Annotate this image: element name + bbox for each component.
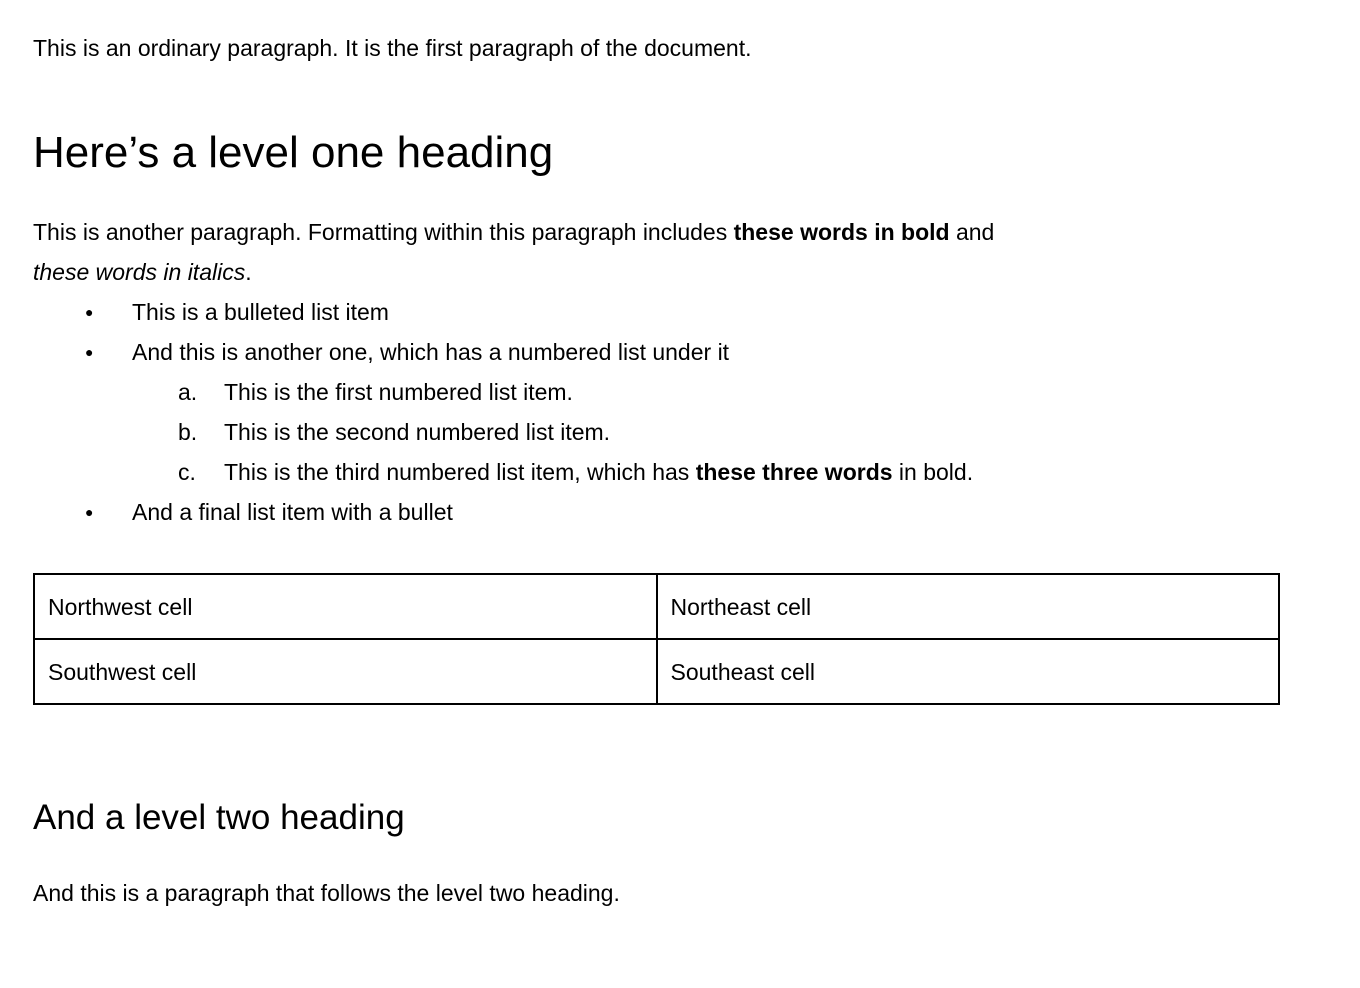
paragraph-run: This is the third numbered list item, which has [224,459,696,485]
level-one-heading: Here’s a level one heading [33,128,554,177]
bullet-icon: ● [85,504,94,520]
list-item-text: This is the second numbered list item. [224,419,611,445]
bullet-icon: ● [85,304,94,320]
list-item-text: This is the first numbered list item. [224,379,573,405]
level-two-heading: And a level two heading [33,798,405,837]
list-item [33,292,1280,332]
table-row [34,574,1279,639]
paragraph-run: and [949,219,995,245]
list-item-text: This is a bulleted list item [132,299,389,325]
paragraph-run: This is another paragraph. Formatting within this paragraph includes [33,219,734,245]
table-row [34,639,1279,704]
list-item [33,332,1280,372]
closing-paragraph: And this is a paragraph that follows the level two heading. [33,880,620,906]
list-item [33,492,1280,532]
paragraph-run: in bold. [892,459,974,485]
numbered-list-item [33,412,1280,452]
intro-paragraph: This is an ordinary paragraph. It is the first paragraph of the document. [33,35,752,61]
table-cell-northwest: Northwest cell [34,574,657,639]
bold-run: these three words [695,459,893,485]
italic-run: these words in italics [33,259,246,285]
bold-run: these words in bold [733,219,950,245]
numbered-list-item [33,372,1280,412]
paragraph-run: . [245,259,252,285]
two-by-two-table [33,573,1280,705]
table-cell-northeast: Northeast cell [657,574,1280,639]
table-cell-southwest: Southwest cell [34,639,657,704]
formatted-paragraph [33,212,1280,292]
list-item-text: And a final list item with a bullet [132,499,453,525]
list-letter-marker: c. [178,459,196,485]
bulleted-list [33,292,1280,532]
list-item-text: And this is another one, which has a numbered list under it [132,339,730,365]
list-letter-marker: a. [178,379,198,405]
table-cell-southeast: Southeast cell [657,639,1280,704]
list-letter-marker: b. [178,419,198,445]
numbered-list-item [33,452,1280,492]
bullet-icon: ● [85,344,94,360]
list-item-text [224,459,973,485]
